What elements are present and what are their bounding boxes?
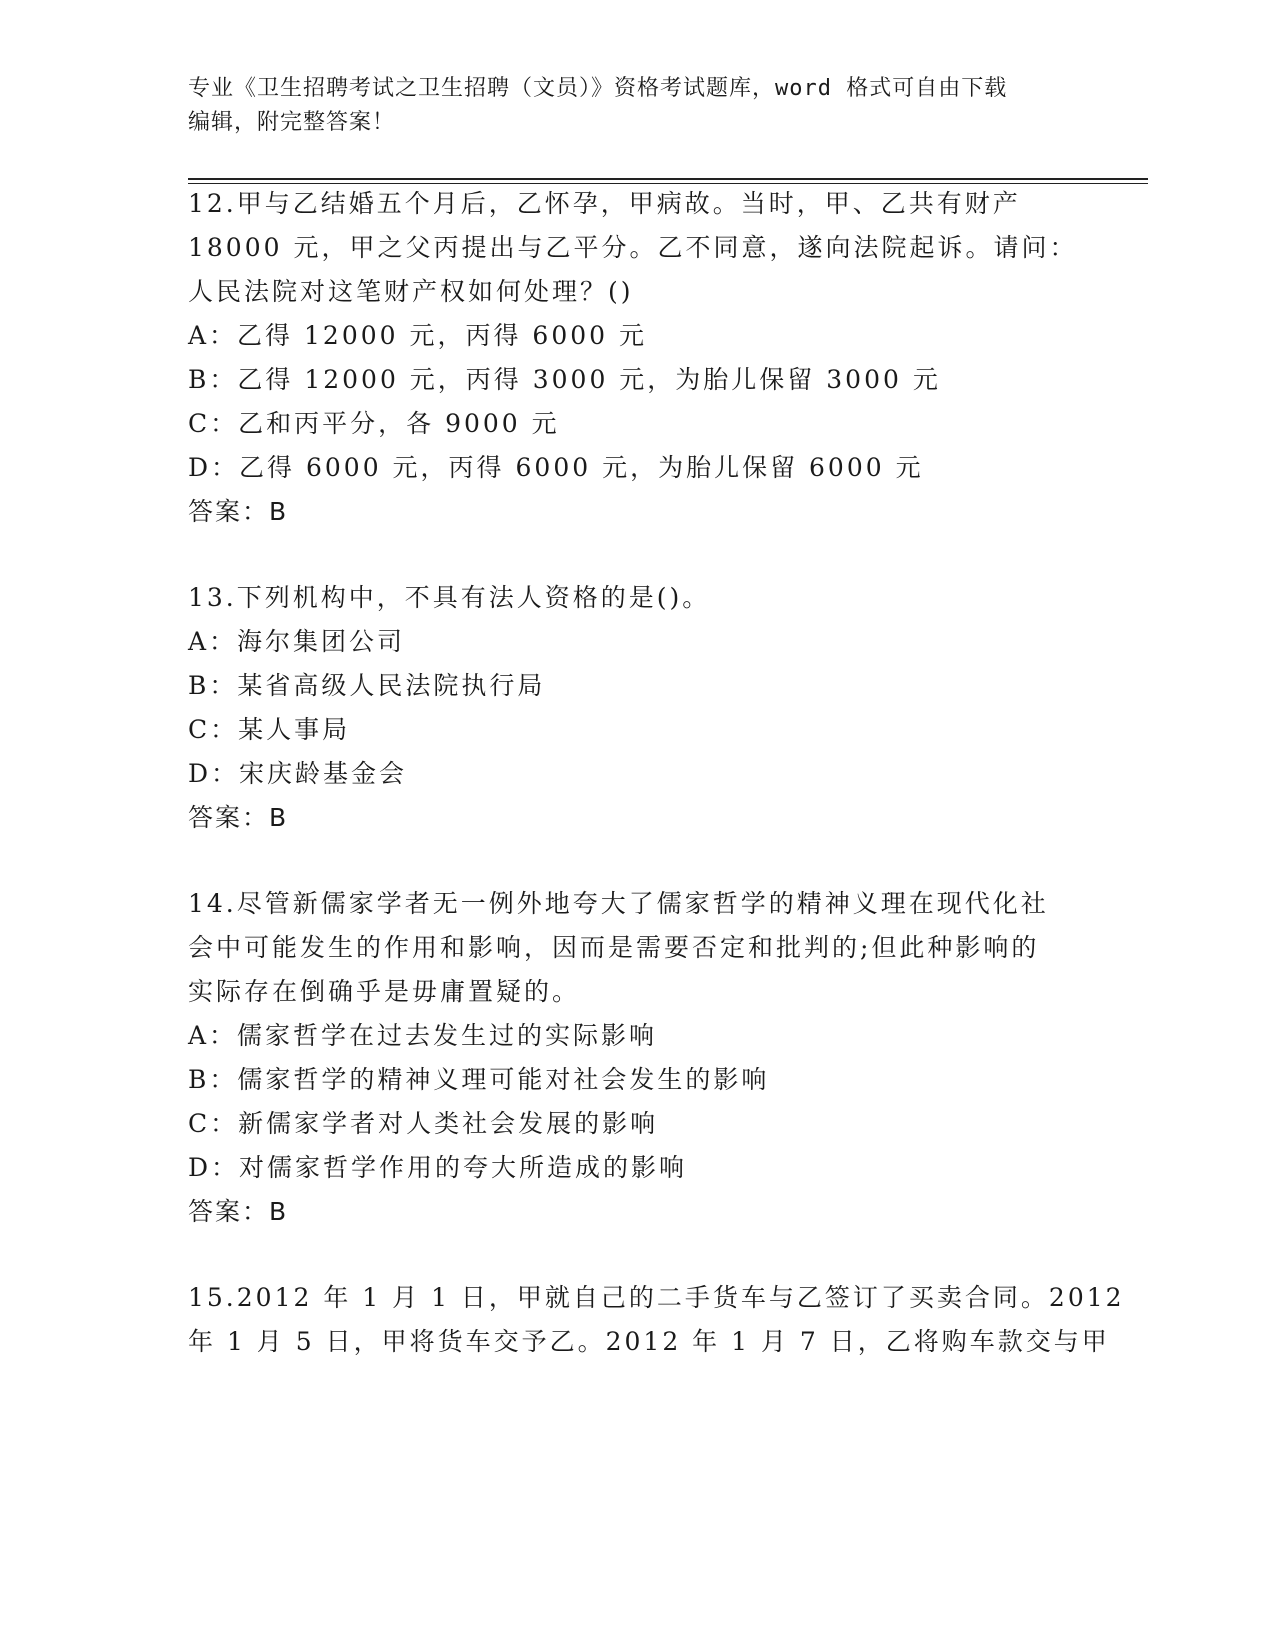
question-14-option-a: A：儒家哲学在过去发生过的实际影响	[188, 1021, 658, 1050]
question-14-answer: 答案：B	[188, 1197, 289, 1226]
question-12-stem-line-2: 18000 元，甲之父丙提出与乙平分。乙不同意，遂向法院起诉。请问：	[188, 233, 1078, 262]
question-14-option-d: D：对儒家哲学作用的夸大所造成的影响	[188, 1153, 688, 1182]
question-12-option-c: C：乙和丙平分，各 9000 元	[188, 409, 560, 438]
question-13-option-a: A：海尔集团公司	[188, 627, 406, 656]
question-13-answer: 答案：B	[188, 803, 289, 832]
question-12-option-d: D：乙得 6000 元，丙得 6000 元，为胎儿保留 6000 元	[188, 453, 924, 482]
question-12-option-a: A：乙得 12000 元，丙得 6000 元	[188, 321, 647, 350]
question-14-option-c: C：新儒家学者对人类社会发展的影响	[188, 1109, 659, 1138]
question-12-stem-line-3: 人民法院对这笔财产权如何处理？()	[188, 277, 634, 306]
question-12-stem-line-1: 12.甲与乙结婚五个月后，乙怀孕，甲病故。当时，甲、乙共有财产	[188, 189, 1021, 218]
header-line-1: 专业《卫生招聘考试之卫生招聘（文员）》资格考试题库，word 格式可自由下载	[188, 76, 1008, 101]
question-13-stem-line-1: 13.下列机构中，不具有法人资格的是()。	[188, 583, 711, 612]
question-14-stem-line-2: 会中可能发生的作用和影响，因而是需要否定和批判的;但此种影响的	[188, 933, 1040, 962]
document-header	[188, 72, 1088, 140]
question-13-option-c: C：某人事局	[188, 715, 351, 744]
question-12-answer: 答案：B	[188, 497, 289, 526]
question-12-option-b: B：乙得 12000 元，丙得 3000 元，为胎儿保留 3000 元	[188, 365, 941, 394]
question-14-option-b: B：儒家哲学的精神义理可能对社会发生的影响	[188, 1065, 770, 1094]
question-15-stem-line-2: 年 1 月 5 日，甲将货车交予乙。2012 年 1 月 7 日，乙将购车款交与甲	[188, 1327, 1110, 1356]
question-14-stem-line-3: 实际存在倒确乎是毋庸置疑的。	[188, 977, 581, 1006]
question-13-option-d: D：宋庆龄基金会	[188, 759, 408, 788]
question-13-option-b: B：某省高级人民法院执行局	[188, 671, 546, 700]
header-divider	[188, 178, 1148, 180]
header-line-2: 编辑，附完整答案！	[188, 110, 396, 135]
question-14-stem-line-1: 14.尽管新儒家学者无一例外地夸大了儒家哲学的精神义理在现代化社	[188, 889, 1049, 918]
question-15-stem-line-1: 15.2012 年 1 月 1 日，甲就自己的二手货车与乙签订了买卖合同。2012	[188, 1283, 1125, 1312]
